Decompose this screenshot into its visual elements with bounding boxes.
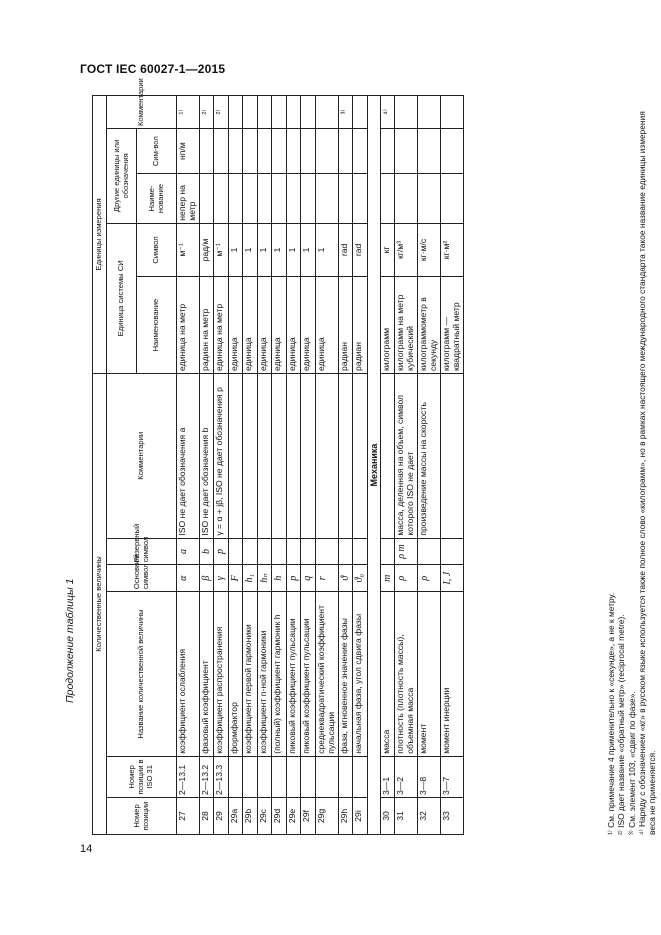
comment-cell [272, 373, 287, 538]
iso-cell [286, 756, 301, 797]
name-cell: среднеквадратический коэффициент пульсации [315, 592, 338, 757]
note-cell [440, 96, 463, 129]
note-cell [228, 96, 243, 129]
reserve-symbol-cell [228, 538, 243, 565]
page-number: 14 [80, 843, 93, 855]
name-cell: плотность (плотность массы), объемная масса [395, 592, 418, 757]
other-symbol-cell [272, 129, 287, 174]
header-units: Единицы измерения [93, 96, 107, 374]
other-name-cell [257, 174, 272, 223]
iso-cell [228, 756, 243, 797]
iso-cell: 2—13.1 [177, 756, 200, 797]
note-cell [315, 96, 338, 129]
header-note: Комментарии [107, 96, 177, 129]
iso-cell: 3—2 [395, 756, 418, 797]
symbol-cell: h₁ [243, 565, 258, 592]
position-cell: 29e [286, 797, 301, 834]
other-symbol-cell [338, 129, 353, 174]
other-name-cell [353, 174, 368, 223]
header-other-symbol: Сим-вол [137, 129, 177, 174]
si-name-cell: единица [286, 277, 301, 374]
table-row [301, 96, 316, 835]
other-symbol-cell [418, 129, 441, 174]
si-name-cell: единица [272, 277, 287, 374]
comment-cell [338, 373, 353, 538]
other-symbol-cell [243, 129, 258, 174]
other-symbol-cell [301, 129, 316, 174]
header-other-units: Другие единицы или обозначения [107, 129, 137, 224]
symbol-cell: F [228, 565, 243, 592]
table-row [440, 96, 463, 835]
iso-cell: 3—1 [380, 756, 395, 797]
reserve-symbol-cell [315, 538, 338, 565]
symbol-cell: ϑ₀ [353, 565, 368, 592]
si-symbol-cell: кг·м/с [418, 223, 441, 277]
si-symbol-cell: кг·м² [440, 223, 463, 277]
quantities-table [92, 78, 464, 835]
name-cell: пиковый коэффициент пульсации [301, 592, 316, 757]
si-name-cell: единица [257, 277, 272, 374]
reserve-symbol-cell [257, 538, 272, 565]
document-header: ГОСТ IEC 60027-1—2015 [80, 62, 226, 76]
symbol-cell: r [315, 565, 338, 592]
other-symbol-cell: нп/м [177, 129, 200, 174]
table-row [338, 96, 353, 835]
comment-cell [301, 373, 316, 538]
section-row [367, 96, 380, 835]
position-cell: 29i [353, 797, 368, 834]
name-cell: коэффициент распространения [214, 592, 229, 757]
position-cell: 29a [228, 797, 243, 834]
header-other-name: Наиме-нование [137, 174, 177, 223]
symbol-cell: h [272, 565, 287, 592]
reserve-symbol-cell: p [214, 538, 229, 565]
other-name-cell: непер на метр [177, 174, 200, 223]
other-symbol-cell [228, 129, 243, 174]
name-cell: коэффициент ослабления [177, 592, 200, 757]
table-row [243, 96, 258, 835]
table-row [353, 96, 368, 835]
header-quantities: Количественные величины [93, 373, 107, 834]
comment-cell [380, 373, 395, 538]
name-cell: начальная фаза, угол сдвига фазы [353, 592, 368, 757]
iso-cell [243, 756, 258, 797]
other-name-cell [272, 174, 287, 223]
section-title-mechanics: Механика [367, 96, 380, 835]
reserve-symbol-cell [353, 538, 368, 565]
symbol-cell: hₙ [257, 565, 272, 592]
symbol-cell: ρ [395, 565, 418, 592]
si-name-cell: единица [315, 277, 338, 374]
header-reserve-symbol: Резервный символ [107, 538, 177, 565]
name-cell: (полный) коэффициент гармоник h [272, 592, 287, 757]
reserve-symbol-cell [380, 538, 395, 565]
symbol-cell: ϑ [338, 565, 353, 592]
iso-cell [315, 756, 338, 797]
name-cell: фаза, мгновенное значение фазы [338, 592, 353, 757]
other-name-cell [214, 174, 229, 223]
position-cell: 32 [418, 797, 441, 834]
note-cell [301, 96, 316, 129]
position-cell: 31 [395, 797, 418, 834]
si-name-cell: единица [228, 277, 243, 374]
header-position: Номер позиции [107, 797, 177, 834]
si-name-cell: единица [301, 277, 316, 374]
iso-cell [272, 756, 287, 797]
other-name-cell [418, 174, 441, 223]
table-caption: Продолжение таблицы 1 [64, 578, 76, 703]
rotated-table-block [92, 78, 657, 835]
note-cell [272, 96, 287, 129]
name-cell: фазовый коэффициент [199, 592, 214, 757]
reserve-symbol-cell [243, 538, 258, 565]
name-cell: масса [380, 592, 395, 757]
other-symbol-cell [286, 129, 301, 174]
si-symbol-cell: rad [353, 223, 368, 277]
name-cell: коэффициент первой гармоники [243, 592, 258, 757]
si-symbol-cell: рад/м [199, 223, 214, 277]
other-symbol-cell [315, 129, 338, 174]
si-symbol-cell: rad [338, 223, 353, 277]
header-name: Название количественной величины [107, 592, 177, 757]
table-body-mechanics [380, 96, 463, 835]
iso-cell: 2—13.2 [199, 756, 214, 797]
note-cell [257, 96, 272, 129]
note-cell: ³⁾ [338, 96, 353, 129]
name-cell: формфактор [228, 592, 243, 757]
comment-cell [243, 373, 258, 538]
position-cell: 29f [301, 797, 316, 834]
position-cell: 30 [380, 797, 395, 834]
other-name-cell [228, 174, 243, 223]
si-name-cell: радиан [353, 277, 368, 374]
position-cell: 33 [440, 797, 463, 834]
note-cell [286, 96, 301, 129]
name-cell: коэффициент n-ной гармоники [257, 592, 272, 757]
comment-cell [315, 373, 338, 538]
other-name-cell [380, 174, 395, 223]
si-symbol-cell: 1 [257, 223, 272, 277]
table-row [199, 96, 214, 835]
note-cell: ¹⁾ [177, 96, 200, 129]
table-row [257, 96, 272, 835]
name-cell: момент [418, 592, 441, 757]
si-symbol-cell: 1 [228, 223, 243, 277]
symbol-cell: p [286, 565, 301, 592]
comment-cell: произведение массы на скорость [418, 373, 441, 538]
position-cell: 28 [199, 797, 214, 834]
note-cell: ⁴⁾ [380, 96, 395, 129]
si-symbol-cell: м⁻¹ [177, 223, 200, 277]
reserve-symbol-cell [286, 538, 301, 565]
table-row [395, 96, 418, 835]
other-name-cell [301, 174, 316, 223]
si-name-cell: радиан на метр [199, 277, 214, 374]
si-name-cell: килограммометр в секунду [418, 277, 441, 374]
si-symbol-cell: 1 [243, 223, 258, 277]
note-cell: ²⁾ [214, 96, 229, 129]
header-main-symbol: Основной символ [107, 565, 177, 592]
name-cell: пиковый коэффициент пульсации [286, 592, 301, 757]
comment-cell [440, 373, 463, 538]
comment-cell [257, 373, 272, 538]
comment-cell [228, 373, 243, 538]
header-si-name: Наименование [137, 277, 177, 374]
comment-cell [286, 373, 301, 538]
note-cell [243, 96, 258, 129]
symbol-cell: α [177, 565, 200, 592]
other-symbol-cell [214, 129, 229, 174]
position-cell: 29c [257, 797, 272, 834]
position-cell: 29d [272, 797, 287, 834]
header-comments: Комментарии [107, 373, 177, 538]
other-name-cell [315, 174, 338, 223]
other-name-cell [286, 174, 301, 223]
iso-cell: 3—8 [418, 756, 441, 797]
table-row [228, 96, 243, 835]
si-name-cell: килограмм — квадратный метр [440, 277, 463, 374]
header-si-symbol: Символ [137, 223, 177, 277]
symbol-cell: q [301, 565, 316, 592]
other-symbol-cell [257, 129, 272, 174]
reserve-symbol-cell: a [177, 538, 200, 565]
other-name-cell [199, 174, 214, 223]
reserve-symbol-cell [301, 538, 316, 565]
table-row [286, 96, 301, 835]
table-body-electric [177, 96, 368, 835]
note-cell [418, 96, 441, 129]
other-name-cell [243, 174, 258, 223]
name-cell: момент инерции [440, 592, 463, 757]
footnote-4: ⁴⁾ Наряду с обозначением «кг» в русском языке используется также полное слово «килограмм», но в рамках настоящего международного стандарта такое название единицы измерения веса не применяется. [636, 111, 657, 835]
footnote-1: ¹⁾ См. примечание 4 применительно к «секунде», а не к метру. [606, 592, 616, 835]
other-symbol-cell [353, 129, 368, 174]
symbol-cell: γ [214, 565, 229, 592]
footnote-2: ²⁾ ISO дает название «обратный метр» (reciprocal metre). [616, 614, 627, 835]
si-symbol-cell: 1 [301, 223, 316, 277]
other-symbol-cell [440, 129, 463, 174]
reserve-symbol-cell: ρ m [395, 538, 418, 565]
symbol-cell: m [380, 565, 395, 592]
si-name-cell: радиан [338, 277, 353, 374]
comment-cell [353, 373, 368, 538]
other-name-cell [338, 174, 353, 223]
comment-cell: ISO не дает обозначения b [199, 373, 214, 538]
other-symbol-cell [199, 129, 214, 174]
note-cell: ²⁾ [199, 96, 214, 129]
si-symbol-cell: 1 [272, 223, 287, 277]
position-cell: 29g [315, 797, 338, 834]
footnotes [606, 95, 657, 835]
position-cell: 29b [243, 797, 258, 834]
iso-cell [301, 756, 316, 797]
position-cell: 27 [177, 797, 200, 834]
si-symbol-cell: м⁻¹ [214, 223, 229, 277]
table-row [315, 96, 338, 835]
si-symbol-cell: кг [380, 223, 395, 277]
si-name-cell: единица на метр [177, 277, 200, 374]
other-symbol-cell [395, 129, 418, 174]
table-row [418, 96, 441, 835]
si-name-cell: килограмм [380, 277, 395, 374]
si-symbol-cell: кг/м³ [395, 223, 418, 277]
header-si-unit: Единица системы СИ [107, 223, 137, 373]
iso-cell: 3—7 [440, 756, 463, 797]
symbol-cell: ρ [418, 565, 441, 592]
other-name-cell [440, 174, 463, 223]
reserve-symbol-cell [338, 538, 353, 565]
iso-cell [257, 756, 272, 797]
comment-cell: масса, деленная на объем, символ которого ISO не дает [395, 373, 418, 538]
table-row [214, 96, 229, 835]
position-cell: 29h [338, 797, 353, 834]
reserve-symbol-cell [418, 538, 441, 565]
reserve-symbol-cell: b [199, 538, 214, 565]
note-cell [395, 96, 418, 129]
table-row [272, 96, 287, 835]
header-iso-position: Номер позиции в ISO 31 [107, 756, 177, 797]
note-cell [353, 96, 368, 129]
comment-cell: γ = α + jβ, ISO не дает обозначения p [214, 373, 229, 538]
symbol-cell: β [199, 565, 214, 592]
other-name-cell [395, 174, 418, 223]
table-row [380, 96, 395, 835]
reserve-symbol-cell [272, 538, 287, 565]
si-symbol-cell: 1 [315, 223, 338, 277]
other-symbol-cell [380, 129, 395, 174]
table-row [177, 96, 200, 835]
iso-cell [338, 756, 353, 797]
comment-cell: ISO не дает обозначения a [177, 373, 200, 538]
symbol-cell: I, J [440, 565, 463, 592]
si-name-cell: единица [243, 277, 258, 374]
si-name-cell: килограмм на метр кубический [395, 277, 418, 374]
si-symbol-cell: 1 [286, 223, 301, 277]
position-cell: 29 [214, 797, 229, 834]
iso-cell [353, 756, 368, 797]
iso-cell: 2—13.3 [214, 756, 229, 797]
reserve-symbol-cell [440, 538, 463, 565]
si-name-cell: единица на метр [214, 277, 229, 374]
footnote-3: ³⁾ См. элемент 103, «сдвиг по фазе». [626, 691, 637, 835]
